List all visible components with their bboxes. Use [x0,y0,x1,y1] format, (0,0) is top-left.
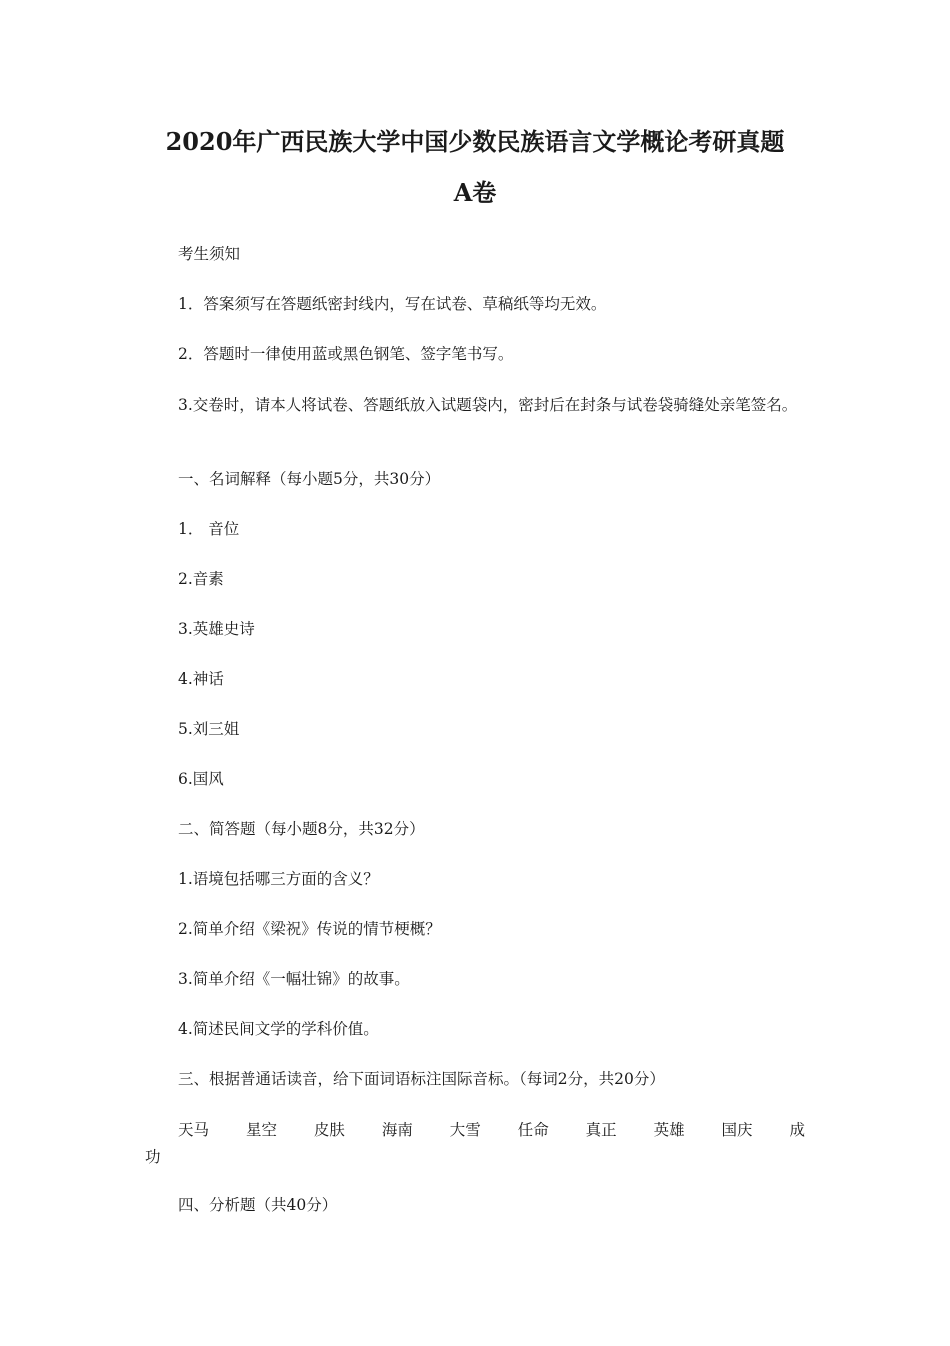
section-2-heading: 二、简答题（每小题8分，共32分） [178,820,425,838]
word-item: 皮肤 [313,1121,345,1139]
word-item: 真正 [585,1121,617,1139]
section-1-heading: 一、名词解释（每小题5分，共30分） [178,470,441,488]
term-item-4: 4.神话 [178,670,224,688]
term-item-1: 1． 音位 [178,520,240,538]
word-item: 英雄 [653,1121,685,1139]
term-item-5: 5.刘三姐 [178,720,240,738]
word-item: 大雪 [449,1121,481,1139]
question-item-4: 4.简述民间文学的学科价值。 [178,1020,379,1038]
word-item: 成 [789,1121,805,1139]
term-item-2: 2.音素 [178,570,224,588]
term-item-3: 3.英雄史诗 [178,620,255,638]
term-item-6: 6.国风 [178,770,224,788]
question-item-1: 1.语境包括哪三方面的含义？ [178,870,379,888]
notice-item-2: 2．答题时一律使用蓝或黑色钢笔、签字笔书写。 [178,345,514,363]
question-item-3: 3.简单介绍《一幅壮锦》的故事。 [178,970,410,988]
word-item: 星空 [245,1121,277,1139]
section-3-heading: 三、根据普通话读音，给下面词语标注国际音标。（每词2分，共20分） [178,1070,665,1088]
word-item: 任命 [517,1121,549,1139]
word-item: 海南 [381,1121,413,1139]
notice-heading: 考生须知 [178,245,241,263]
notice-item-1: 1．答案须写在答题纸密封线内，写在试卷、草稿纸等均无效。 [178,295,607,313]
word-item: 国庆 [721,1121,753,1139]
exam-version: A卷 [453,178,497,207]
section-4-heading: 四、分析题（共40分） [178,1196,338,1214]
exam-title: 2020年广西民族大学中国少数民族语言文学概论考研真题 [165,127,785,156]
notice-item-3: 3.交卷时，请本人将试卷、答题纸放入试题袋内，密封后在封条与试卷袋骑缝处亲笔签名。 [178,396,798,414]
word-list [178,1118,805,1142]
word-wrap-continuation: 功 [145,1148,161,1166]
question-item-2: 2.简单介绍《梁祝》传说的情节梗概？ [178,920,441,938]
word-item: 天马 [178,1121,210,1139]
